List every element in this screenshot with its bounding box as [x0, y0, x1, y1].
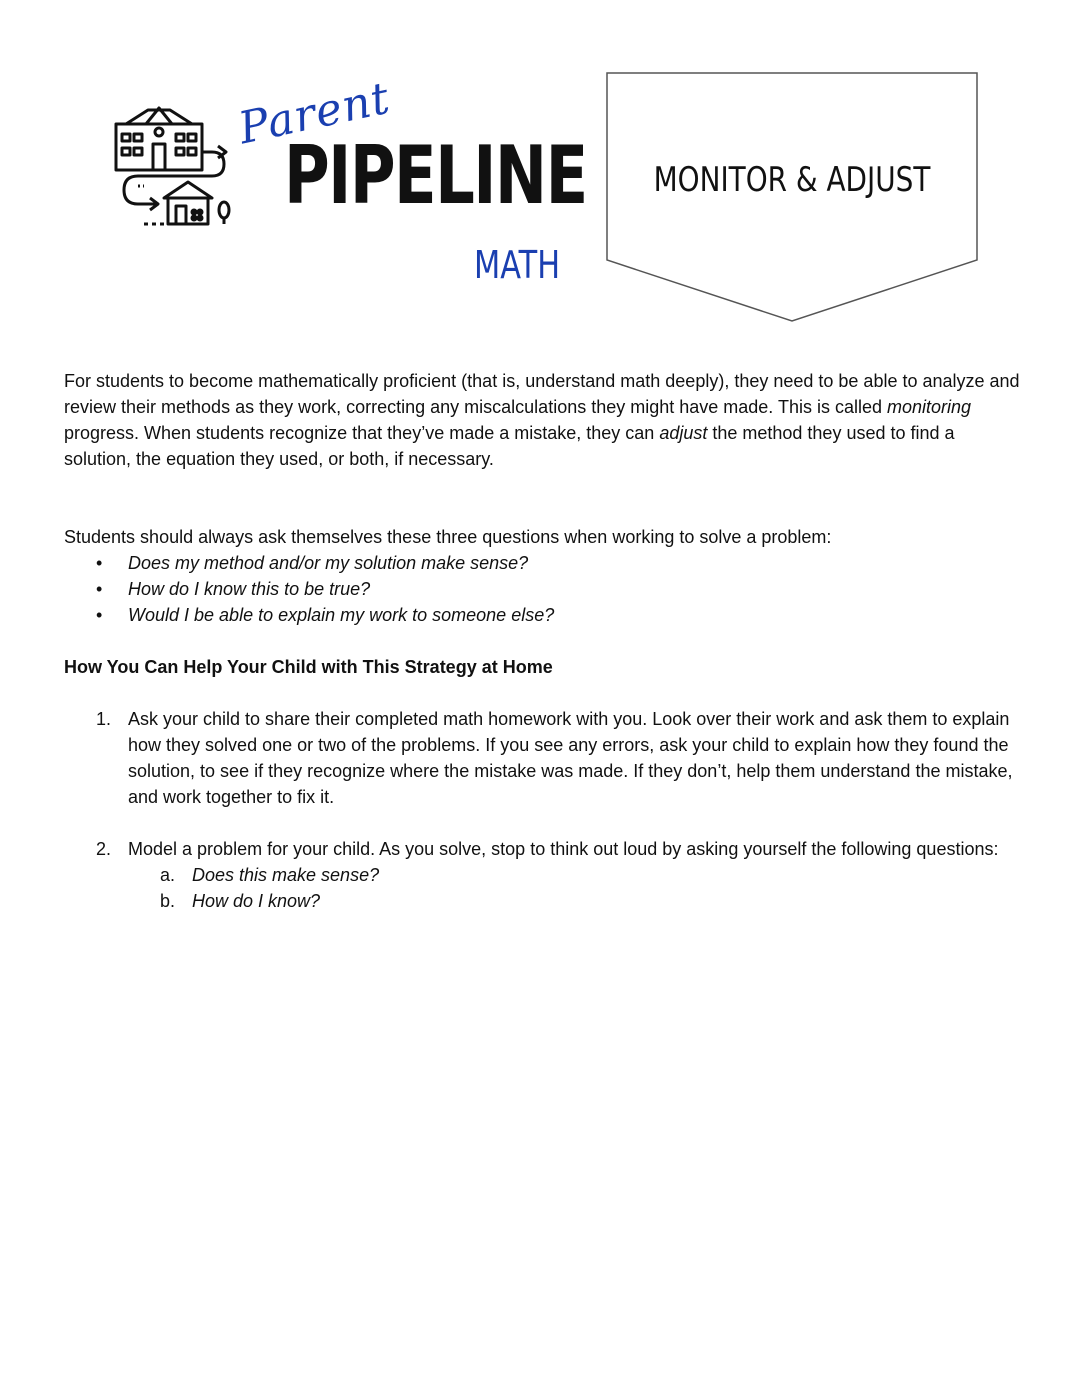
questions-list: [64, 550, 1024, 628]
list-item: • Would I be able to explain my work to someone else?: [128, 602, 1024, 628]
school-house-pipeline-icon: [108, 102, 238, 252]
list-item: 1. Ask your child to share their completed math homework with you. Look over their work and ask them to explain how they solved one or two of the problems. If you see any errors, ask your child to explain how they found the solution, to see if they recognize where the mistake was made. If they don’t, help them understand the mistake, and work together to fix it.: [96, 709, 1013, 807]
logo-parent-text: Parent: [234, 72, 395, 155]
list-item: b. How do I know?: [160, 891, 321, 911]
sub-questions-list: [128, 862, 1024, 914]
logo-math-text: MATH: [474, 243, 561, 287]
list-item: • Does my method and/or my solution make sense?: [128, 550, 1024, 576]
list-item: • How do I know this to be true?: [128, 576, 1024, 602]
page-title: MONITOR & ADJUST: [653, 160, 931, 200]
list-item: a. Does this make sense?: [160, 865, 380, 885]
section-heading: How You Can Help Your Child with This Strategy at Home: [64, 657, 553, 677]
parent-pipeline-math-logo: [108, 72, 587, 298]
steps-list: [64, 706, 1024, 914]
document-body: [64, 368, 1024, 940]
questions-lead: Students should always ask themselves these three questions when working to solve a problem:: [64, 527, 832, 547]
intro-paragraph: For students to become mathematically proficient (that is, understand math deeply), they need to be able to analyze and review their methods as they work, correcting any miscalculations they might have made. This is called monitoring progress. When students recognize that they’ve made a mistake, they can adjust the method they used to find a solution, the equation they used, or both, if necessary.: [64, 371, 1020, 469]
logo-pipeline-text: PIPELINE: [284, 129, 587, 222]
list-item: 2. Model a problem for your child. As you solve, stop to think out loud by asking yourself the following questions: a. Does this make sense? b. How do I know?: [64, 836, 1024, 914]
